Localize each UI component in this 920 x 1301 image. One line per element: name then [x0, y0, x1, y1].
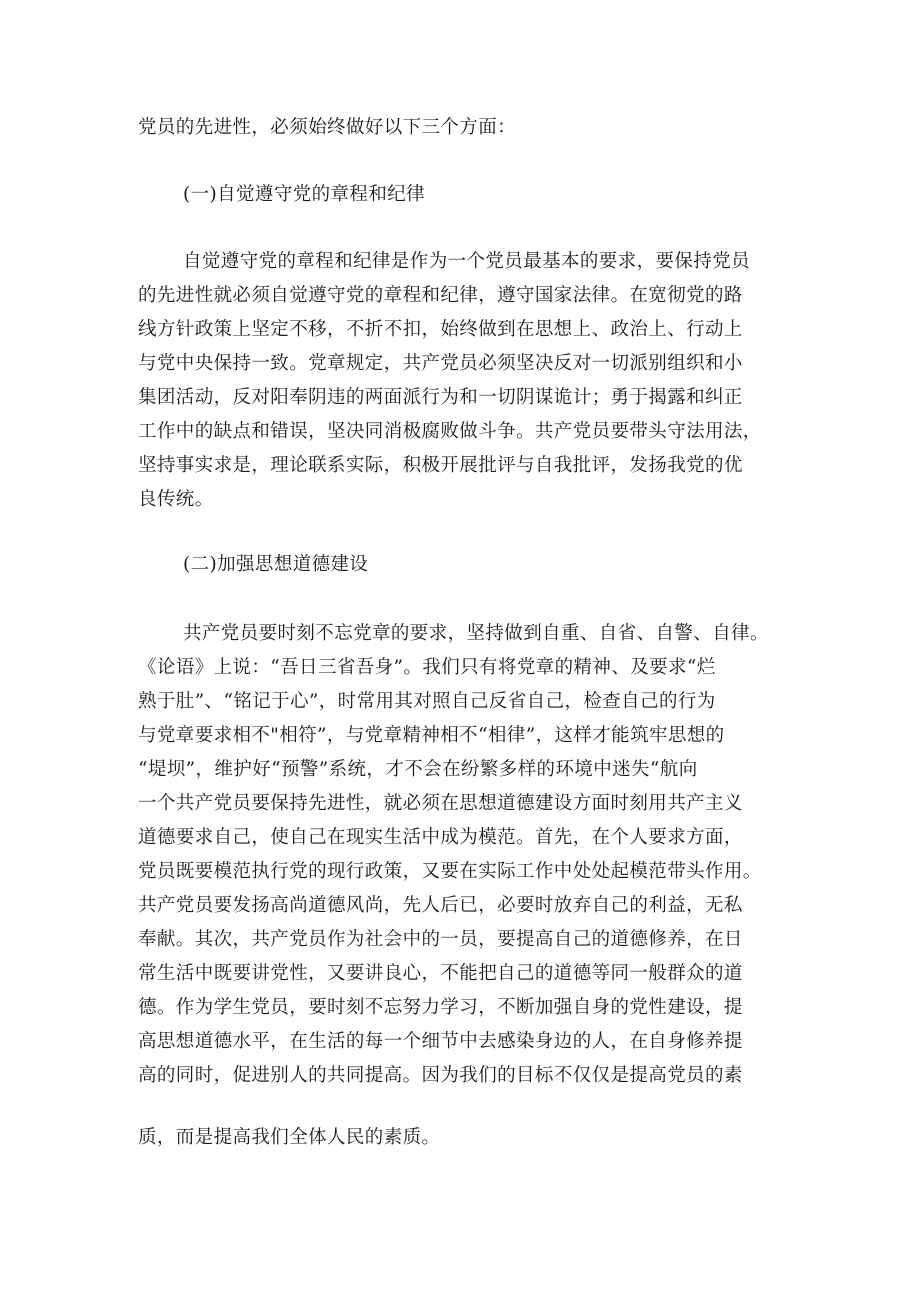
- paragraph-line: 德。作为学生党员，要时刻不忘努力学习，不断加强自身的党性建设，提: [138, 997, 743, 1018]
- paragraph-line: 集团活动，反对阳奉阴违的两面派行为和一切阴谋诡计；勇于揭露和纠正: [138, 387, 743, 408]
- paragraph-line: 《论语》上说：“吾日三省吾身”。我们只有将党章的精神、及要求“烂: [138, 657, 716, 678]
- paragraph-line: 自觉遵守党的章程和纪律是作为一个党员最基本的要求，要保持党员: [183, 251, 751, 272]
- section-1-heading: (一)自觉遵守党的章程和纪律: [183, 184, 426, 205]
- paragraph-line: 共产党员要时刻不忘党章的要求，坚持做到自重、自省、自警、自律。: [183, 623, 769, 644]
- paragraph-line: 与党中央保持一致。党章规定，共产党员必须坚决反对一切派别组织和小: [138, 353, 743, 374]
- paragraph-line: 熟于肚”、“铭记于心”，时常用其对照自己反省自己，检查自己的行为: [138, 691, 716, 712]
- paragraph-line: 良传统。: [138, 489, 214, 510]
- paragraph-line: 质，而是提高我们全体人民的素质。: [138, 1127, 441, 1148]
- paragraph-line: 高思想道德水平，在生活的每一个细节中去感染身边的人，在自身修养提: [138, 1031, 743, 1052]
- paragraph-line: 线方针政策上坚定不移，不折不扣，始终做到在思想上、政治上、行动上: [138, 319, 743, 340]
- paragraph-line: 坚持事实求是，理论联系实际，积极开展批评与自我批评，发扬我党的优: [138, 455, 743, 476]
- paragraph-line: 奉献。其次，共产党员作为社会中的一员，要提高自己的道德修养，在日: [138, 929, 743, 950]
- paragraph-line: 共产党员要发扬高尚道德风尚，先人后已，必要时放弃自己的利益，无私: [138, 895, 743, 916]
- paragraph-line: 工作中的缺点和错误，坚决同消极腐败做斗争。共产党员要带头守法用法，: [138, 421, 762, 442]
- intro-line: 党员的先进性，必须始终做好以下三个方面：: [138, 117, 517, 138]
- paragraph-line: 一个共产党员要保持先进性，就必须在思想道德建设方面时刻用共产主义: [138, 793, 743, 814]
- paragraph-line: 与党章要求相不"相符”，与党章精神相不“相律”，这样才能筑牢思想的: [138, 725, 725, 746]
- paragraph-line: “堤坝”，维护好“预警”系统，才不会在纷繁多样的环境中迷失“航向: [138, 759, 698, 780]
- paragraph-line: 道德要求自己，使自己在现实生活中成为模范。首先，在个人要求方面，: [138, 827, 743, 848]
- paragraph-line: 党员既要模范执行党的现行政策，又要在实际工作中处处起模范带头作用。: [138, 861, 762, 882]
- section-2-heading: (二)加强思想道德建设: [183, 554, 369, 575]
- paragraph-line: 高的同时，促进别人的共同提高。因为我们的目标不仅仅是提高党员的素: [138, 1065, 743, 1086]
- paragraph-line: 常生活中既要讲党性，又要讲良心，不能把自己的道德等同一般群众的道: [138, 963, 743, 984]
- paragraph-line: 的先进性就必须自觉遵守党的章程和纪律，遵守国家法律。在宽彻党的路: [138, 285, 743, 306]
